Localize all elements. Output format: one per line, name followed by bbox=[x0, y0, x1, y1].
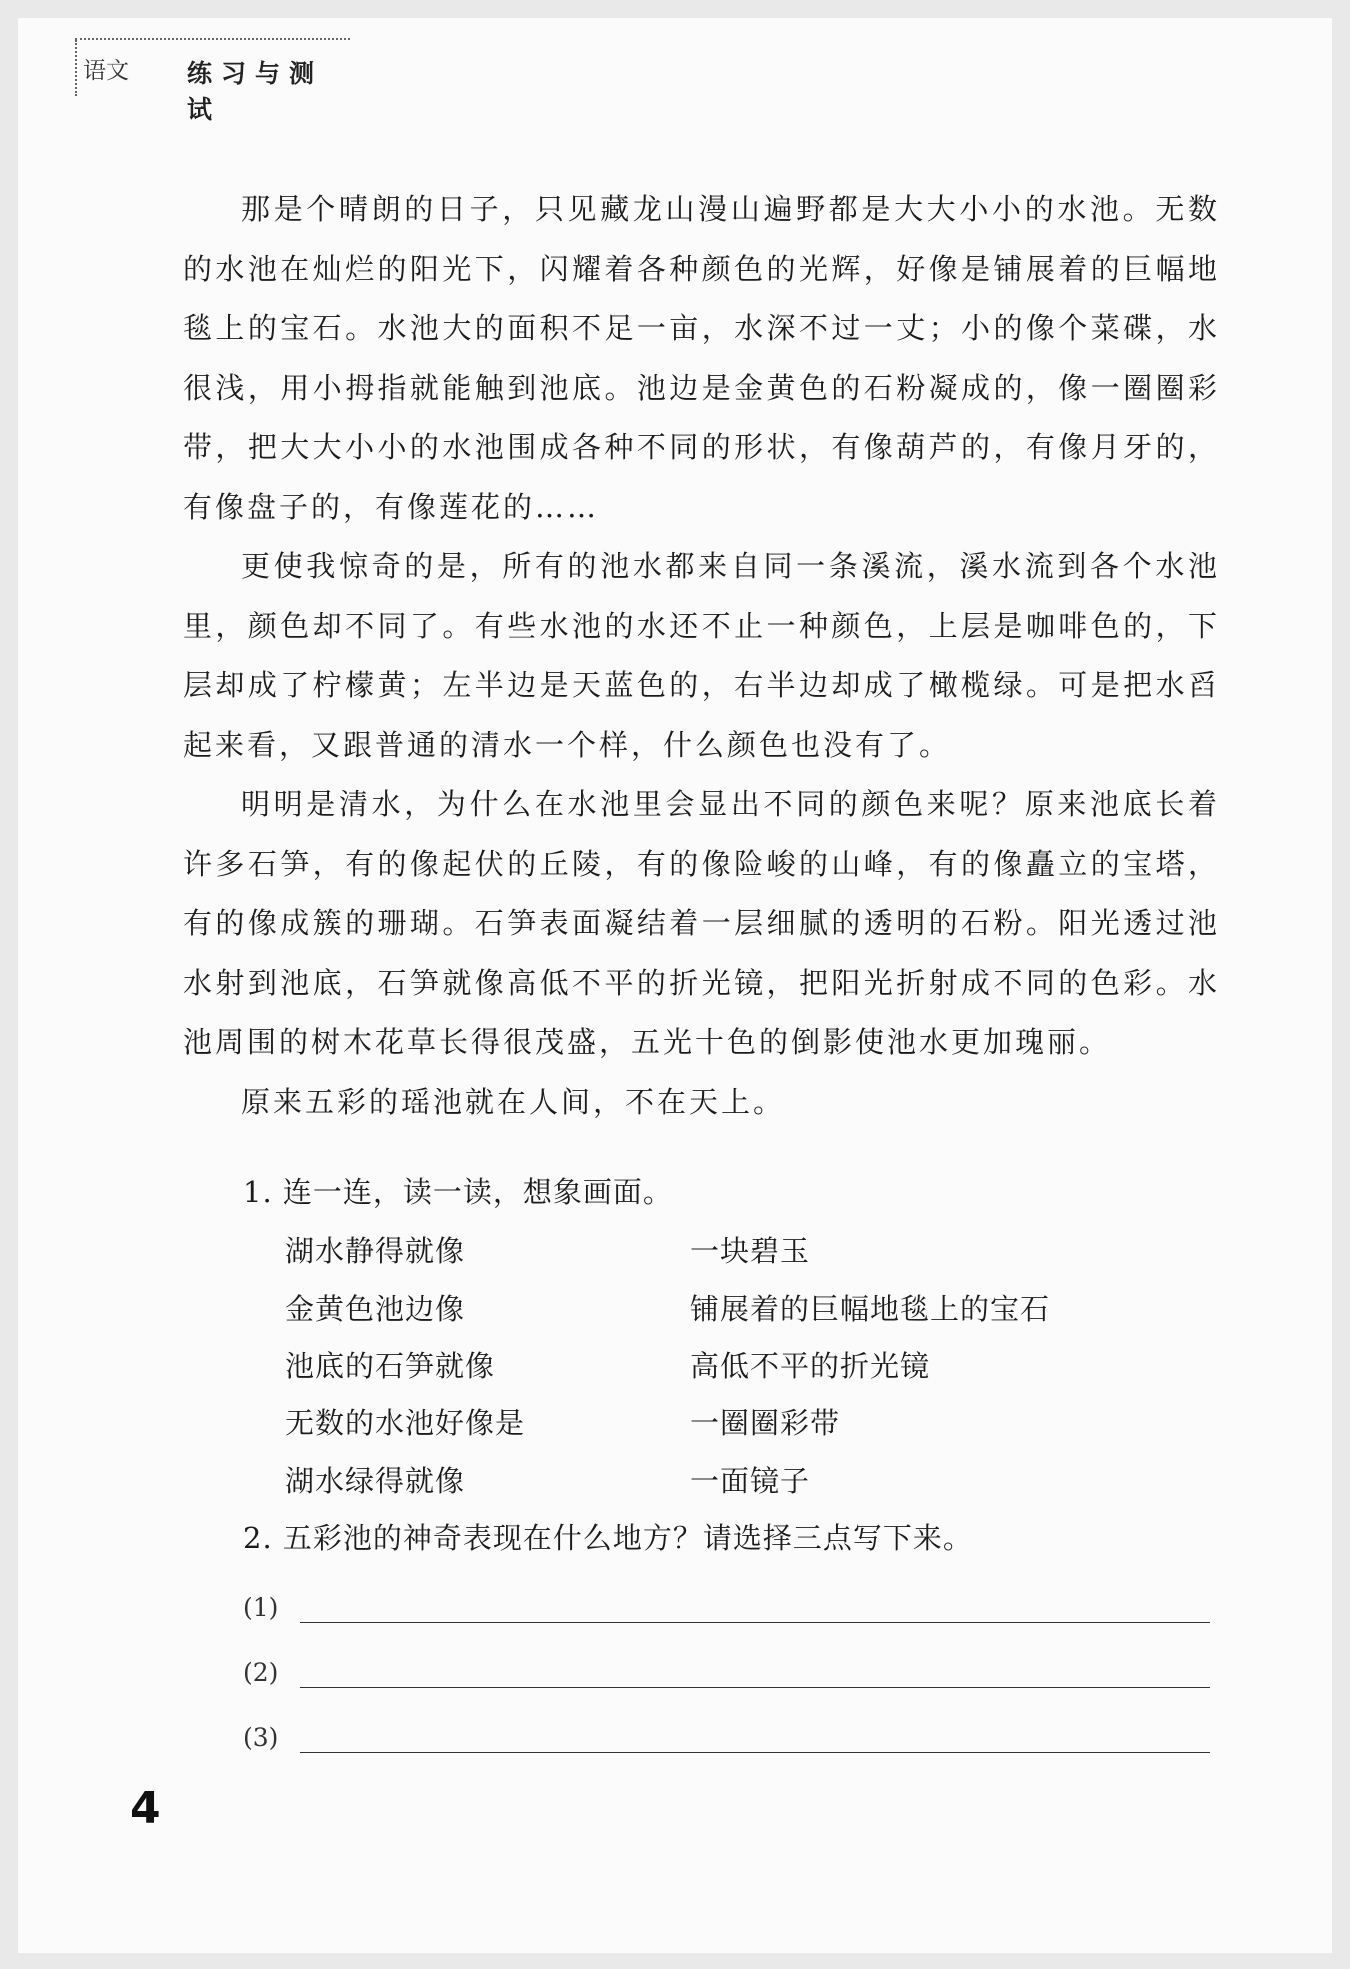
passage-paragraph: 明明是清水，为什么在水池里会显出不同的颜色来呢？原来池底长着许多石笋，有的像起伏的丘陵，有的像险峻的山峰，有的像矗立的宝塔，有的像成簇的珊瑚。石笋表面凝结着一层细腻的透明的石粉。阳光透过池水射到池底，石笋就像高低不平的折光镜，把阳光折射成不同的色彩。水池周围的树木花草长得很茂盛，五光十色的倒影使池水更加瑰丽。 bbox=[183, 787, 1220, 1059]
passage-paragraph: 原来五彩的瑶池就在人间，不在天上。 bbox=[241, 1084, 786, 1119]
match-left-item[interactable]: 金黄色池边像 bbox=[285, 1292, 466, 1326]
subject-label: 语文 bbox=[83, 58, 129, 84]
answer-blank-label: (1) bbox=[243, 1593, 279, 1622]
book-title: 练习与测试 bbox=[187, 59, 324, 124]
match-right-item[interactable]: 铺展着的巨幅地毯上的宝石 bbox=[690, 1292, 1051, 1326]
match-right-item[interactable]: 一圈圈彩带 bbox=[690, 1406, 841, 1440]
match-right-item[interactable]: 高低不平的折光镜 bbox=[690, 1349, 931, 1383]
header-divider bbox=[75, 40, 77, 96]
answer-blank-label: (2) bbox=[243, 1658, 279, 1687]
match-right-item[interactable]: 一块碧玉 bbox=[690, 1234, 811, 1268]
passage-paragraph: 更使我惊奇的是，所有的池水都来自同一条溪流，溪水流到各个水池里，颜色却不同了。有些水池的水还不止一种颜色，上层是咖啡色的，下层却成了柠檬黄；左半边是天蓝色的，右半边却成了橄榄绿。可是把水舀起来看，又跟普通的清水一个样，什么颜色也没有了。 bbox=[183, 549, 1220, 762]
match-left-item[interactable]: 无数的水池好像是 bbox=[285, 1406, 526, 1440]
page-number: 4 bbox=[130, 1783, 161, 1834]
question-1: 1. 连一连，读一读，想象画面。 bbox=[243, 1175, 673, 1209]
answer-blank-label: (3) bbox=[243, 1723, 279, 1752]
question-2: 2. 五彩池的神奇表现在什么地方？请选择三点写下来。 bbox=[243, 1521, 973, 1555]
passage-paragraph: 那是个晴朗的日子，只见藏龙山漫山遍野都是大大小小的水池。无数的水池在灿烂的阳光下，闪耀着各种颜色的光辉，好像是铺展着的巨幅地毯上的宝石。水池大的面积不足一亩，水深不过一丈；小的像个菜碟，水很浅，用小拇指就能触到池底。池边是金黄色的石粉凝成的，像一圈圈彩带，把大大小小的水池围成各种不同的形状，有像葫芦的，有像月牙的，有像盘子的，有像莲花的…… bbox=[183, 192, 1220, 524]
answer-blank-line[interactable] bbox=[300, 1622, 1210, 1623]
match-right-item[interactable]: 一面镜子 bbox=[690, 1464, 811, 1498]
answer-blank-line[interactable] bbox=[300, 1687, 1210, 1688]
match-left-item[interactable]: 池底的石笋就像 bbox=[285, 1349, 496, 1383]
reading-passage bbox=[183, 180, 1220, 1132]
answer-blank-line[interactable] bbox=[300, 1752, 1210, 1753]
page-header bbox=[75, 38, 350, 124]
match-left-item[interactable]: 湖水静得就像 bbox=[285, 1234, 466, 1268]
match-left-item[interactable]: 湖水绿得就像 bbox=[285, 1464, 466, 1498]
